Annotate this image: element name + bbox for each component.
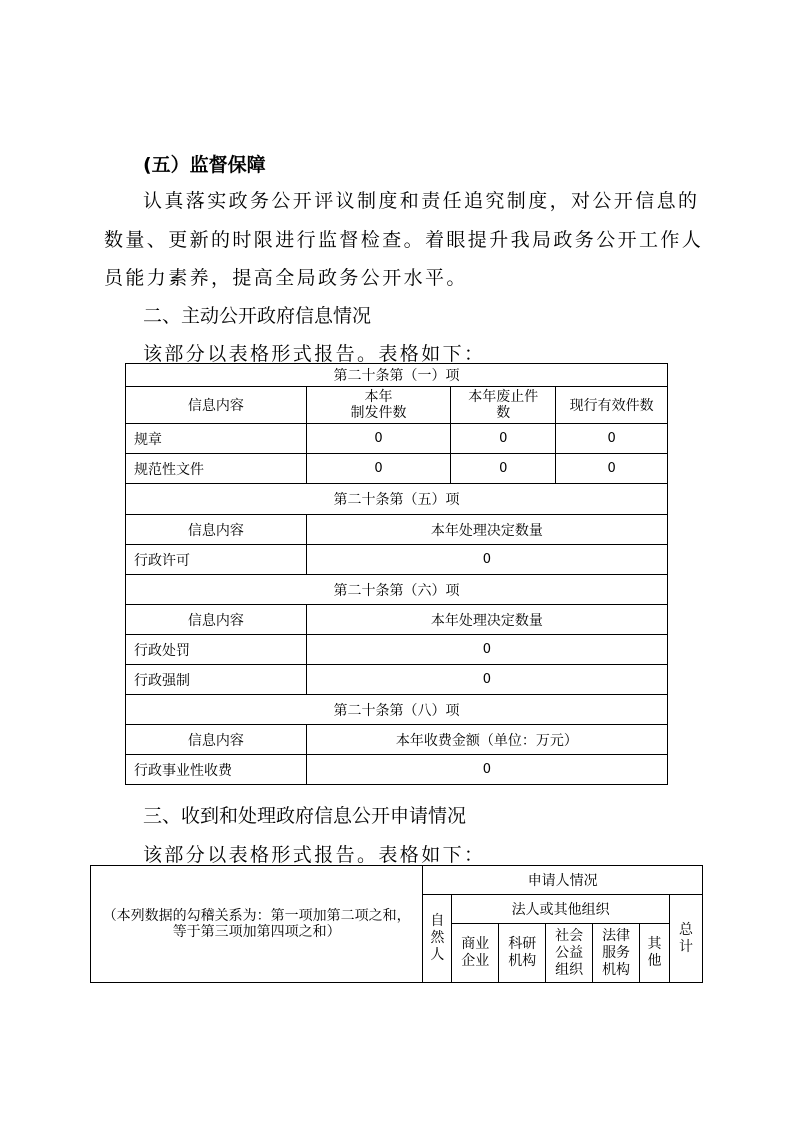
applicant-header: 申请人情况 — [423, 866, 703, 895]
column-header: 现行有效件数 — [556, 387, 668, 424]
table-row — [126, 454, 668, 484]
column-header: 本年收费金额（单位：万元） — [306, 725, 667, 755]
cell-value: 0 — [306, 454, 451, 484]
paragraph-line: 数量、更新的时限进行监督检查。着眼提升我局政务公开工作人 — [104, 229, 704, 251]
row-label: 行政强制 — [126, 665, 307, 695]
cell-value: 0 — [306, 665, 667, 695]
row-label: 行政许可 — [126, 545, 307, 575]
applications-table — [90, 865, 703, 983]
row-label: 规范性文件 — [126, 454, 307, 484]
table-section-title: 第二十条第（六）项 — [126, 575, 668, 605]
row-label: 行政处罚 — [126, 635, 307, 665]
cell-value: 0 — [556, 424, 668, 454]
column-note: （本列数据的勾稽关系为：第一项加第二项之和，等于第三项加第四项之和） — [91, 866, 423, 983]
column-header: 社会 公益 组织 — [546, 924, 593, 983]
cell-value: 0 — [451, 424, 556, 454]
column-header: 本年处理决定数量 — [306, 605, 667, 635]
column-header: 本年 制发件数 — [306, 387, 451, 424]
total-header: 总 计 — [669, 895, 702, 983]
column-header: 信息内容 — [126, 605, 307, 635]
section-heading-applications: 三、收到和处理政府信息公开申请情况 — [143, 805, 467, 827]
column-header: 法律 服务 机构 — [593, 924, 640, 983]
table-section-title: 第二十条第（一）项 — [126, 364, 668, 387]
table-row — [126, 635, 668, 665]
column-header: 信息内容 — [126, 387, 307, 424]
table-row — [126, 424, 668, 454]
table-row — [126, 755, 668, 785]
column-header: 本年处理决定数量 — [306, 515, 667, 545]
column-header: 本年废止件 数 — [451, 387, 556, 424]
row-label: 行政事业性收费 — [126, 755, 307, 785]
natural-person-header: 自 然 人 — [423, 895, 452, 983]
cell-value: 0 — [306, 545, 667, 575]
row-label: 规章 — [126, 424, 307, 454]
column-header: 信息内容 — [126, 515, 307, 545]
table-section-title: 第二十条第（五）项 — [126, 484, 668, 515]
proactive-disclosure-table — [125, 363, 668, 785]
paragraph-line: 认真落实政务公开评议制度和责任追究制度，对公开信息的 — [143, 190, 700, 212]
legal-entity-header: 法人或其他组织 — [452, 895, 670, 924]
cell-value: 0 — [306, 424, 451, 454]
cell-value: 0 — [306, 755, 667, 785]
cell-value: 0 — [451, 454, 556, 484]
column-header: 其 他 — [640, 924, 670, 983]
column-header: 科研 机构 — [499, 924, 546, 983]
paragraph-line: 员能力素养，提高全局政务公开水平。 — [104, 267, 468, 289]
table-intro: 该部分以表格形式报告。表格如下： — [143, 844, 486, 866]
section-heading-proactive-disclosure: 二、主动公开政府信息情况 — [143, 305, 372, 327]
cell-value: 0 — [306, 635, 667, 665]
cell-value: 0 — [556, 454, 668, 484]
section-heading-supervision: (五）监督保障 — [143, 154, 266, 176]
table-section-title: 第二十条第（八）项 — [126, 695, 668, 725]
column-header: 商业 企业 — [452, 924, 499, 983]
column-header: 信息内容 — [126, 725, 307, 755]
table-intro: 该部分以表格形式报告。表格如下： — [143, 343, 486, 365]
table-row — [126, 545, 668, 575]
table-row — [126, 665, 668, 695]
